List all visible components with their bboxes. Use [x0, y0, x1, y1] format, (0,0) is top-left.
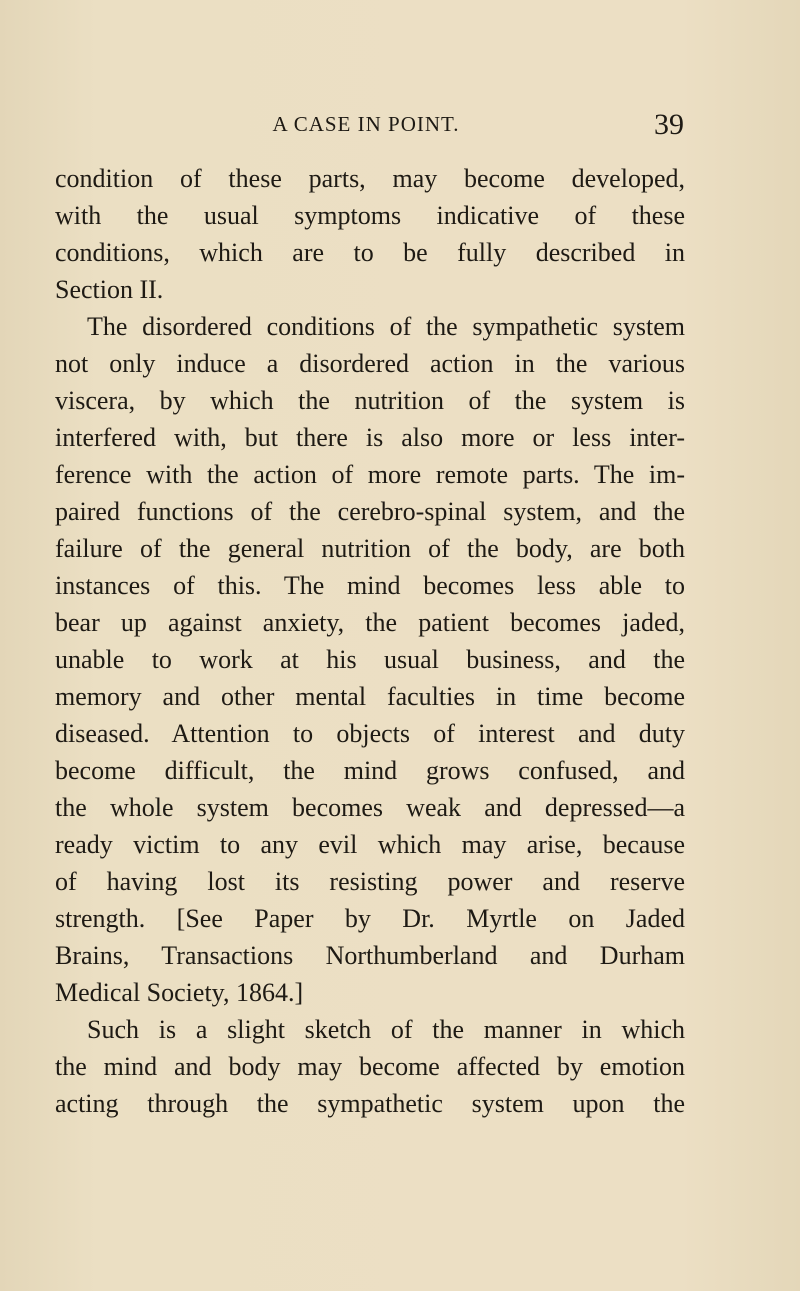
body-text: [55, 160, 685, 1122]
text-line: of having lost its resisting power and reserve: [55, 867, 685, 896]
text-line: Such is a slight sketch of the manner in which: [87, 1015, 685, 1044]
text-line: memory and other mental faculties in time become: [55, 682, 685, 711]
text-line: ference with the action of more remote parts. The im-: [55, 460, 685, 489]
text-line: instances of this. The mind becomes less able to: [55, 571, 685, 600]
text-line: paired functions of the cerebro-spinal system, and the: [55, 497, 685, 526]
page-number: 39: [654, 108, 684, 141]
text-line: with the usual symptoms indicative of these: [55, 201, 685, 230]
text-line: not only induce a disordered action in the various: [55, 349, 685, 378]
text-line: condition of these parts, may become developed,: [55, 164, 685, 193]
text-line: viscera, by which the nutrition of the system is: [55, 386, 685, 415]
text-line: the whole system becomes weak and depressed—a: [55, 793, 685, 822]
running-head: [48, 108, 684, 142]
text-line: failure of the general nutrition of the body, are both: [55, 534, 685, 563]
text-line: conditions, which are to be fully described in: [55, 238, 685, 267]
text-line: acting through the sympathetic system upon the: [55, 1089, 685, 1118]
text-line: the mind and body may become affected by emotion: [55, 1052, 685, 1081]
text-line: unable to work at his usual business, and the: [55, 645, 685, 674]
text-line: become difficult, the mind grows confused, and: [55, 756, 685, 785]
text-line: Section II.: [55, 275, 164, 304]
text-line: Medical Society, 1864.]: [55, 978, 304, 1007]
text-line: Brains, Transactions Northumberland and Durham: [55, 941, 685, 970]
running-title: A CASE IN POINT.: [272, 112, 460, 136]
text-line: strength. [See Paper by Dr. Myrtle on Jaded: [55, 904, 685, 933]
text-line: interfered with, but there is also more or less inter-: [55, 423, 685, 452]
text-line: bear up against anxiety, the patient becomes jaded,: [55, 608, 685, 637]
text-line: The disordered conditions of the sympathetic system: [87, 312, 685, 341]
text-line: diseased. Attention to objects of interest and duty: [55, 719, 685, 748]
text-line: ready victim to any evil which may arise, because: [55, 830, 685, 859]
